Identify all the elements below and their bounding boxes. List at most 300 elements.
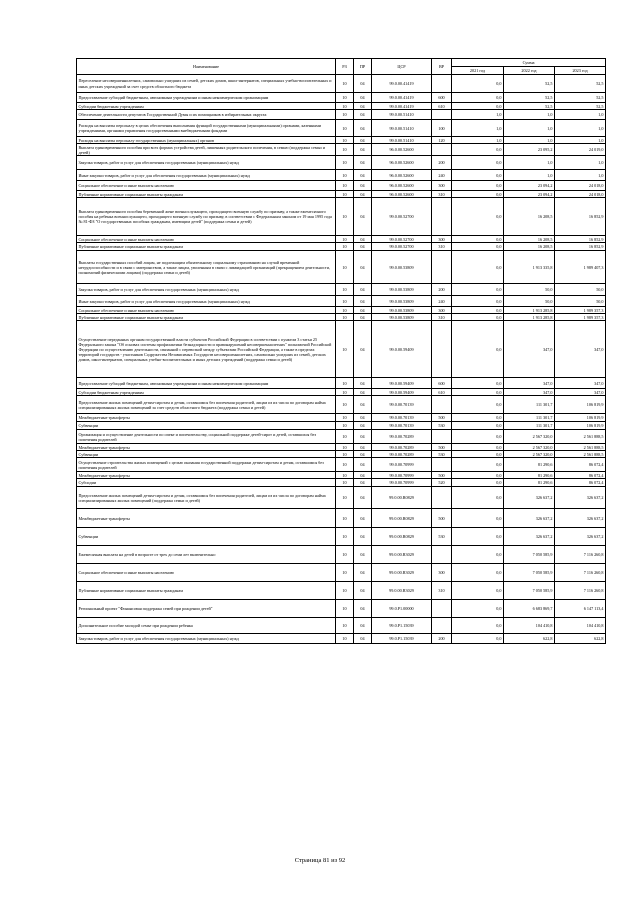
cell-csr: 99.0.00.51410 bbox=[372, 120, 432, 137]
cell-rz: 10 bbox=[336, 284, 354, 296]
header-year-2022: 2022 год bbox=[504, 67, 555, 75]
cell-csr: 99.0.00.53809 bbox=[372, 314, 432, 321]
table-row bbox=[77, 451, 606, 458]
cell-v3: 347,0 bbox=[555, 378, 606, 389]
cell-rz: 10 bbox=[336, 93, 354, 103]
table-row bbox=[77, 191, 606, 198]
cell-v3: 1,0 bbox=[555, 120, 606, 137]
cell-rz: 10 bbox=[336, 396, 354, 414]
cell-pr: 04 bbox=[354, 444, 372, 451]
cell-v2: 16 208,5 bbox=[504, 198, 555, 236]
cell-name: Дополнительное пособие молодой семье при рождении ребенка bbox=[77, 618, 336, 634]
table-row bbox=[77, 396, 606, 414]
cell-v2: 52,5 bbox=[504, 93, 555, 103]
cell-v1: 0,0 bbox=[452, 284, 504, 296]
cell-rz: 10 bbox=[336, 582, 354, 600]
cell-v1: 0,0 bbox=[452, 444, 504, 451]
cell-pr: 04 bbox=[354, 546, 372, 564]
cell-csr: 99.0.00.41419 bbox=[372, 103, 432, 110]
cell-v3: 1,0 bbox=[555, 170, 606, 181]
cell-v1: 0,0 bbox=[452, 307, 504, 314]
cell-csr: 99.0.00.53809 bbox=[372, 251, 432, 284]
cell-pr: 04 bbox=[354, 284, 372, 296]
cell-rz: 10 bbox=[336, 181, 354, 191]
cell-v1: 0,0 bbox=[452, 314, 504, 321]
cell-csr: 99.0.00.52700 bbox=[372, 243, 432, 251]
table-row bbox=[77, 546, 606, 564]
cell-pr: 04 bbox=[354, 458, 372, 472]
table-row bbox=[77, 243, 606, 251]
cell-pr: 04 bbox=[354, 396, 372, 414]
table-row bbox=[77, 93, 606, 103]
cell-vr: 600 bbox=[432, 378, 452, 389]
cell-csr: 99.0.00.70289 bbox=[372, 451, 432, 458]
cell-v3: 326 637,2 bbox=[555, 528, 606, 546]
cell-v1: 0,0 bbox=[452, 458, 504, 472]
header-csr: ЦСР bbox=[372, 59, 432, 75]
table-row bbox=[77, 103, 606, 110]
cell-name: Закупка товаров, работ и услуг для обеспечения государственных (муниципальных) нужд bbox=[77, 284, 336, 296]
table-row bbox=[77, 458, 606, 472]
cell-v3: 16 852,9 bbox=[555, 243, 606, 251]
cell-rz: 10 bbox=[336, 314, 354, 321]
cell-rz: 10 bbox=[336, 110, 354, 120]
cell-v3: 106 819,9 bbox=[555, 414, 606, 422]
cell-name: Иные закупки товаров, работ и услуг для обеспечения государственных (муниципальных) нужд bbox=[77, 170, 336, 181]
cell-v3: 7 116 260,8 bbox=[555, 546, 606, 564]
cell-pr: 04 bbox=[354, 236, 372, 243]
cell-name: Региональный проект "Финансовая поддержка семей при рождении детей" bbox=[77, 600, 336, 618]
cell-pr: 04 bbox=[354, 307, 372, 314]
cell-vr bbox=[432, 618, 452, 634]
cell-v3: 16 852,9 bbox=[555, 198, 606, 236]
cell-csr: 99.0.00.R3029 bbox=[372, 546, 432, 564]
cell-rz: 10 bbox=[336, 251, 354, 284]
cell-v2: 111 301,7 bbox=[504, 422, 555, 430]
cell-vr bbox=[432, 546, 452, 564]
cell-vr bbox=[432, 198, 452, 236]
table-row bbox=[77, 236, 606, 243]
cell-csr: 99.0.00.59409 bbox=[372, 378, 432, 389]
cell-name: Организация и осуществление деятельности по опеке и попечительству, социальной поддержке детей-сирот и детей, оставшихся без попечения родителей bbox=[77, 430, 336, 444]
cell-name: Публичные нормативные социальные выплаты гражданам bbox=[77, 314, 336, 321]
cell-name: Межбюджетные трансферты bbox=[77, 414, 336, 422]
cell-pr: 04 bbox=[354, 144, 372, 156]
cell-v2: 50,0 bbox=[504, 296, 555, 307]
cell-v2: 326 637,2 bbox=[504, 528, 555, 546]
cell-v2: 7 050 585,9 bbox=[504, 564, 555, 582]
cell-vr: 610 bbox=[432, 103, 452, 110]
cell-pr: 04 bbox=[354, 103, 372, 110]
cell-rz: 10 bbox=[336, 137, 354, 144]
cell-rz: 10 bbox=[336, 243, 354, 251]
cell-v1: 0,0 bbox=[452, 451, 504, 458]
cell-name: Выплата единовременного пособия при всех формах устройства детей, лишенных родительского попечения, в семью (поддержка семьи и детей) bbox=[77, 144, 336, 156]
cell-vr: 200 bbox=[432, 634, 452, 644]
cell-rz: 10 bbox=[336, 120, 354, 137]
cell-v1: 0,0 bbox=[452, 321, 504, 378]
cell-v2: 23 094,2 bbox=[504, 181, 555, 191]
cell-name: Обеспечение деятельности депутатов Государственной Думы и их помощников в избирательных округах bbox=[77, 110, 336, 120]
cell-name: Осуществление переданных органам государственной власти субъектов Российской Федерации в соответствии с пунктом 3 статьи 25 Федерального закона "Об основах системы профилактики безнадзорности и правонарушений несовершеннолетних" полномочий Российской Федерации по осуществлению деятельности, связанной с перевозкой между субъектами Российской Федерации, а также в пределах территорий государств - участников Содружества Независимых Государств несовершеннолетних, самовольно ушедших из семей, детских домов, школ-интернатов, специальных учебно-воспитательных и иных детских учреждений (поддержка семьи и детей) bbox=[77, 321, 336, 378]
header-name: Наименование bbox=[77, 59, 336, 75]
cell-csr: 99.0.00.70139 bbox=[372, 396, 432, 414]
cell-pr: 04 bbox=[354, 191, 372, 198]
cell-v3: 86 072,4 bbox=[555, 458, 606, 472]
budget-table bbox=[76, 58, 606, 644]
cell-pr: 04 bbox=[354, 314, 372, 321]
cell-csr: 99.0.00.R3029 bbox=[372, 582, 432, 600]
cell-csr: 99.0.00.52700 bbox=[372, 236, 432, 243]
cell-v2: 23 094,2 bbox=[504, 191, 555, 198]
cell-vr: 300 bbox=[432, 236, 452, 243]
table-row bbox=[77, 110, 606, 120]
cell-name: Субсидии бюджетным учреждениям bbox=[77, 389, 336, 396]
cell-vr: 500 bbox=[432, 444, 452, 451]
cell-v3: 1 989 357,3 bbox=[555, 307, 606, 314]
cell-v3: 1,0 bbox=[555, 156, 606, 170]
cell-pr: 04 bbox=[354, 422, 372, 430]
cell-pr: 04 bbox=[354, 414, 372, 422]
cell-name: Межбюджетные трансферты bbox=[77, 472, 336, 479]
cell-name: Субвенции bbox=[77, 528, 336, 546]
cell-rz: 10 bbox=[336, 444, 354, 451]
cell-v2: 52,5 bbox=[504, 75, 555, 93]
cell-vr bbox=[432, 144, 452, 156]
table-row bbox=[77, 618, 606, 634]
cell-name: Социальное обеспечение и иные выплаты населению bbox=[77, 236, 336, 243]
cell-v3: 2 561 888,5 bbox=[555, 451, 606, 458]
cell-v2: 2 567 320,0 bbox=[504, 444, 555, 451]
cell-csr: 99.0.00.53809 bbox=[372, 307, 432, 314]
cell-v2: 111 301,7 bbox=[504, 396, 555, 414]
cell-name: Субсидии bbox=[77, 479, 336, 487]
cell-pr: 04 bbox=[354, 430, 372, 444]
cell-rz: 10 bbox=[336, 600, 354, 618]
cell-v1: 0,0 bbox=[452, 422, 504, 430]
table-row bbox=[77, 75, 606, 93]
cell-csr: 99.0.P1.15039 bbox=[372, 618, 432, 634]
table-row bbox=[77, 479, 606, 487]
cell-vr: 600 bbox=[432, 93, 452, 103]
cell-v1: 0,0 bbox=[452, 509, 504, 528]
cell-v2: 1 913 285,8 bbox=[504, 307, 555, 314]
cell-v3: 1,0 bbox=[555, 137, 606, 144]
cell-name: Расходы на выплаты персоналу в целях обеспечения выполнения функций государственными (муниципальными) органами, казенными учреждениями, органами управления государственными внебюджетными фондами bbox=[77, 120, 336, 137]
cell-rz: 10 bbox=[336, 144, 354, 156]
cell-name: Предоставление жилых помещений детям-сиротам и детям, оставшимся без попечения родителей, лицам из их числа по договорам найма специализированных жилых помещений за счет средств областного бюджета (поддержка семьи и детей) bbox=[77, 396, 336, 414]
cell-v2: 1,0 bbox=[504, 137, 555, 144]
cell-csr: 99.0.00.R0829 bbox=[372, 528, 432, 546]
cell-name: Субсидии бюджетным учреждениям bbox=[77, 103, 336, 110]
cell-v2: 347,0 bbox=[504, 378, 555, 389]
cell-pr: 04 bbox=[354, 618, 372, 634]
table-row bbox=[77, 137, 606, 144]
cell-rz: 10 bbox=[336, 528, 354, 546]
table-row bbox=[77, 444, 606, 451]
table-row bbox=[77, 472, 606, 479]
table-row bbox=[77, 296, 606, 307]
cell-csr: 96.0.00.52600 bbox=[372, 144, 432, 156]
cell-csr: 99.0.00.41419 bbox=[372, 75, 432, 93]
cell-csr: 99.0.00.51410 bbox=[372, 137, 432, 144]
cell-csr: 99.0.00.R0829 bbox=[372, 509, 432, 528]
cell-v1: 1,0 bbox=[452, 120, 504, 137]
cell-v1: 0,0 bbox=[452, 93, 504, 103]
cell-pr: 04 bbox=[354, 378, 372, 389]
cell-v2: 2 567 320,0 bbox=[504, 430, 555, 444]
cell-pr: 04 bbox=[354, 451, 372, 458]
cell-v2: 1,0 bbox=[504, 156, 555, 170]
table-row bbox=[77, 314, 606, 321]
header-year-2021: 2021 год bbox=[452, 67, 504, 75]
cell-v2: 52,5 bbox=[504, 103, 555, 110]
cell-rz: 10 bbox=[336, 546, 354, 564]
cell-v3: 326 637,2 bbox=[555, 509, 606, 528]
table-row bbox=[77, 321, 606, 378]
table-row bbox=[77, 181, 606, 191]
cell-v3: 24 019,0 bbox=[555, 144, 606, 156]
cell-name: Расходы на выплаты персоналу государственных (муниципальных) органов bbox=[77, 137, 336, 144]
cell-rz: 10 bbox=[336, 321, 354, 378]
cell-rz: 10 bbox=[336, 564, 354, 582]
cell-pr: 04 bbox=[354, 137, 372, 144]
cell-vr: 520 bbox=[432, 479, 452, 487]
cell-vr: 300 bbox=[432, 307, 452, 314]
cell-pr: 04 bbox=[354, 120, 372, 137]
cell-v1: 0,0 bbox=[452, 487, 504, 509]
cell-v2: 347,0 bbox=[504, 389, 555, 396]
cell-v1: 0,0 bbox=[452, 618, 504, 634]
cell-csr: 99.0.00.53809 bbox=[372, 284, 432, 296]
table-row bbox=[77, 487, 606, 509]
cell-name: Социальное обеспечение и иные выплаты населению bbox=[77, 181, 336, 191]
cell-vr bbox=[432, 321, 452, 378]
cell-v1: 0,0 bbox=[452, 389, 504, 396]
cell-pr: 04 bbox=[354, 564, 372, 582]
cell-csr: 99.0.00.70289 bbox=[372, 430, 432, 444]
cell-csr: 99.0.00.R3029 bbox=[372, 564, 432, 582]
cell-name: Социальное обеспечение и иные выплаты населению bbox=[77, 564, 336, 582]
cell-v3: 1,0 bbox=[555, 110, 606, 120]
cell-v3: 52,5 bbox=[555, 75, 606, 93]
cell-v3: 106 819,9 bbox=[555, 396, 606, 414]
cell-name: Социальное обеспечение и иные выплаты населению bbox=[77, 307, 336, 314]
cell-v1: 0,0 bbox=[452, 198, 504, 236]
table-row bbox=[77, 414, 606, 422]
cell-pr: 04 bbox=[354, 600, 372, 618]
table-row bbox=[77, 307, 606, 314]
cell-rz: 10 bbox=[336, 198, 354, 236]
cell-vr bbox=[432, 600, 452, 618]
cell-v1: 0,0 bbox=[452, 430, 504, 444]
cell-v2: 347,0 bbox=[504, 321, 555, 378]
header-pr: ПР bbox=[354, 59, 372, 75]
cell-pr: 04 bbox=[354, 170, 372, 181]
cell-pr: 04 bbox=[354, 528, 372, 546]
cell-v2: 1 913 335,8 bbox=[504, 251, 555, 284]
cell-name: Субвенции bbox=[77, 451, 336, 458]
table-row bbox=[77, 144, 606, 156]
cell-csr: 99.0.P1.00000 bbox=[372, 600, 432, 618]
cell-v1: 1,0 bbox=[452, 137, 504, 144]
cell-v3: 6 147 113,4 bbox=[555, 600, 606, 618]
table-row bbox=[77, 582, 606, 600]
cell-v1: 0,0 bbox=[452, 378, 504, 389]
cell-v2: 104 410,8 bbox=[504, 618, 555, 634]
cell-csr: 99.0.00.41419 bbox=[372, 93, 432, 103]
cell-vr: 530 bbox=[432, 422, 452, 430]
cell-vr: 300 bbox=[432, 564, 452, 582]
cell-csr: 99.0.00.70999 bbox=[372, 458, 432, 472]
cell-v2: 111 301,7 bbox=[504, 414, 555, 422]
cell-vr bbox=[432, 396, 452, 414]
cell-v2: 7 050 585,9 bbox=[504, 582, 555, 600]
cell-csr: 99.0.00.70139 bbox=[372, 414, 432, 422]
cell-vr: 310 bbox=[432, 191, 452, 198]
cell-csr: 96.0.00.52600 bbox=[372, 191, 432, 198]
table-row bbox=[77, 430, 606, 444]
cell-v3: 2 561 888,5 bbox=[555, 444, 606, 451]
cell-v2: 2 567 320,0 bbox=[504, 451, 555, 458]
cell-pr: 04 bbox=[354, 472, 372, 479]
cell-v3: 16 852,9 bbox=[555, 236, 606, 243]
cell-v1: 0,0 bbox=[452, 296, 504, 307]
cell-csr: 99.0.00.70139 bbox=[372, 422, 432, 430]
page-number: Страница 81 из 92 bbox=[294, 857, 346, 864]
cell-pr: 04 bbox=[354, 198, 372, 236]
cell-csr: 99.0.00.59409 bbox=[372, 321, 432, 378]
cell-name: Субвенции bbox=[77, 422, 336, 430]
cell-v3: 7 116 260,8 bbox=[555, 564, 606, 582]
cell-rz: 10 bbox=[336, 479, 354, 487]
cell-v1: 0,0 bbox=[452, 634, 504, 644]
cell-rz: 10 bbox=[336, 458, 354, 472]
cell-rz: 10 bbox=[336, 75, 354, 93]
cell-pr: 04 bbox=[354, 509, 372, 528]
cell-vr bbox=[432, 251, 452, 284]
cell-vr bbox=[432, 487, 452, 509]
table-row bbox=[77, 528, 606, 546]
cell-vr bbox=[432, 75, 452, 93]
cell-pr: 04 bbox=[354, 110, 372, 120]
cell-v3: 24 018,0 bbox=[555, 191, 606, 198]
cell-vr: 240 bbox=[432, 296, 452, 307]
cell-v3: 50,0 bbox=[555, 284, 606, 296]
cell-csr: 99.0.00.53809 bbox=[372, 296, 432, 307]
cell-vr: 310 bbox=[432, 314, 452, 321]
cell-vr: 300 bbox=[432, 181, 452, 191]
table-body bbox=[77, 75, 606, 644]
cell-name: Переселение несовершеннолетних, самовольно ушедших из семей, детских домов, школ-интернатов, специальных учебно-воспитательных и иных детских учреждений за счет средств областного бюджета bbox=[77, 75, 336, 93]
cell-v1: 0,0 bbox=[452, 396, 504, 414]
cell-csr: 99.0.00.70289 bbox=[372, 444, 432, 451]
table-row bbox=[77, 251, 606, 284]
cell-v2: 1,0 bbox=[504, 110, 555, 120]
cell-rz: 10 bbox=[336, 389, 354, 396]
cell-vr bbox=[432, 430, 452, 444]
cell-rz: 10 bbox=[336, 451, 354, 458]
cell-v3: 326 637,2 bbox=[555, 487, 606, 509]
cell-v3: 86 072,4 bbox=[555, 472, 606, 479]
cell-rz: 10 bbox=[336, 422, 354, 430]
cell-v3: 104 410,8 bbox=[555, 618, 606, 634]
cell-v2: 7 050 585,9 bbox=[504, 546, 555, 564]
cell-rz: 10 bbox=[336, 509, 354, 528]
cell-v2: 6 683 869,7 bbox=[504, 600, 555, 618]
table-row bbox=[77, 509, 606, 528]
cell-v2: 81 290,6 bbox=[504, 458, 555, 472]
cell-rz: 10 bbox=[336, 430, 354, 444]
cell-pr: 04 bbox=[354, 582, 372, 600]
cell-v3: 622,8 bbox=[555, 634, 606, 644]
cell-name: Иные закупки товаров, работ и услуг для обеспечения государственных (муниципальных) нужд bbox=[77, 296, 336, 307]
cell-v2: 81 290,6 bbox=[504, 479, 555, 487]
cell-v1: 0,0 bbox=[452, 546, 504, 564]
cell-vr bbox=[432, 110, 452, 120]
cell-v3: 86 072,4 bbox=[555, 479, 606, 487]
cell-v2: 326 637,2 bbox=[504, 487, 555, 509]
cell-v3: 1 989 407,3 bbox=[555, 251, 606, 284]
cell-rz: 10 bbox=[336, 191, 354, 198]
cell-v2: 23 095,2 bbox=[504, 144, 555, 156]
cell-name: Публичные нормативные социальные выплаты гражданам bbox=[77, 582, 336, 600]
cell-csr: 96.0.00.52600 bbox=[372, 156, 432, 170]
cell-v1: 0,0 bbox=[452, 414, 504, 422]
cell-csr: 96.0.00.52600 bbox=[372, 181, 432, 191]
cell-name: Межбюджетные трансферты bbox=[77, 509, 336, 528]
table-row bbox=[77, 378, 606, 389]
cell-v3: 1 989 357,3 bbox=[555, 314, 606, 321]
cell-pr: 04 bbox=[354, 389, 372, 396]
cell-vr: 610 bbox=[432, 389, 452, 396]
cell-pr: 04 bbox=[354, 243, 372, 251]
cell-pr: 04 bbox=[354, 251, 372, 284]
cell-vr bbox=[432, 458, 452, 472]
cell-v1: 1,0 bbox=[452, 110, 504, 120]
cell-rz: 10 bbox=[336, 156, 354, 170]
table-row bbox=[77, 198, 606, 236]
cell-rz: 10 bbox=[336, 634, 354, 644]
cell-v2: 50,0 bbox=[504, 284, 555, 296]
cell-vr: 310 bbox=[432, 243, 452, 251]
cell-v3: 347,0 bbox=[555, 389, 606, 396]
cell-csr: 99.0.00.52700 bbox=[372, 198, 432, 236]
cell-v2: 326 637,2 bbox=[504, 509, 555, 528]
header-sum: Сумма bbox=[452, 59, 606, 67]
cell-v1: 0,0 bbox=[452, 144, 504, 156]
cell-pr: 04 bbox=[354, 487, 372, 509]
cell-pr: 04 bbox=[354, 156, 372, 170]
cell-v2: 16 208,5 bbox=[504, 236, 555, 243]
cell-pr: 04 bbox=[354, 75, 372, 93]
table-row bbox=[77, 600, 606, 618]
cell-name: Публичные нормативные социальные выплаты гражданам bbox=[77, 191, 336, 198]
table-row bbox=[77, 389, 606, 396]
cell-pr: 04 bbox=[354, 634, 372, 644]
cell-v2: 16 208,5 bbox=[504, 243, 555, 251]
header-year-2023: 2023 год bbox=[555, 67, 606, 75]
cell-v1: 0,0 bbox=[452, 181, 504, 191]
cell-csr: 96.0.00.52600 bbox=[372, 170, 432, 181]
cell-vr: 530 bbox=[432, 451, 452, 458]
cell-csr: 99.0.00.51410 bbox=[372, 110, 432, 120]
cell-v1: 0,0 bbox=[452, 191, 504, 198]
cell-v3: 106 819,9 bbox=[555, 422, 606, 430]
cell-v3: 7 116 260,8 bbox=[555, 582, 606, 600]
cell-rz: 10 bbox=[336, 307, 354, 314]
table-row bbox=[77, 422, 606, 430]
